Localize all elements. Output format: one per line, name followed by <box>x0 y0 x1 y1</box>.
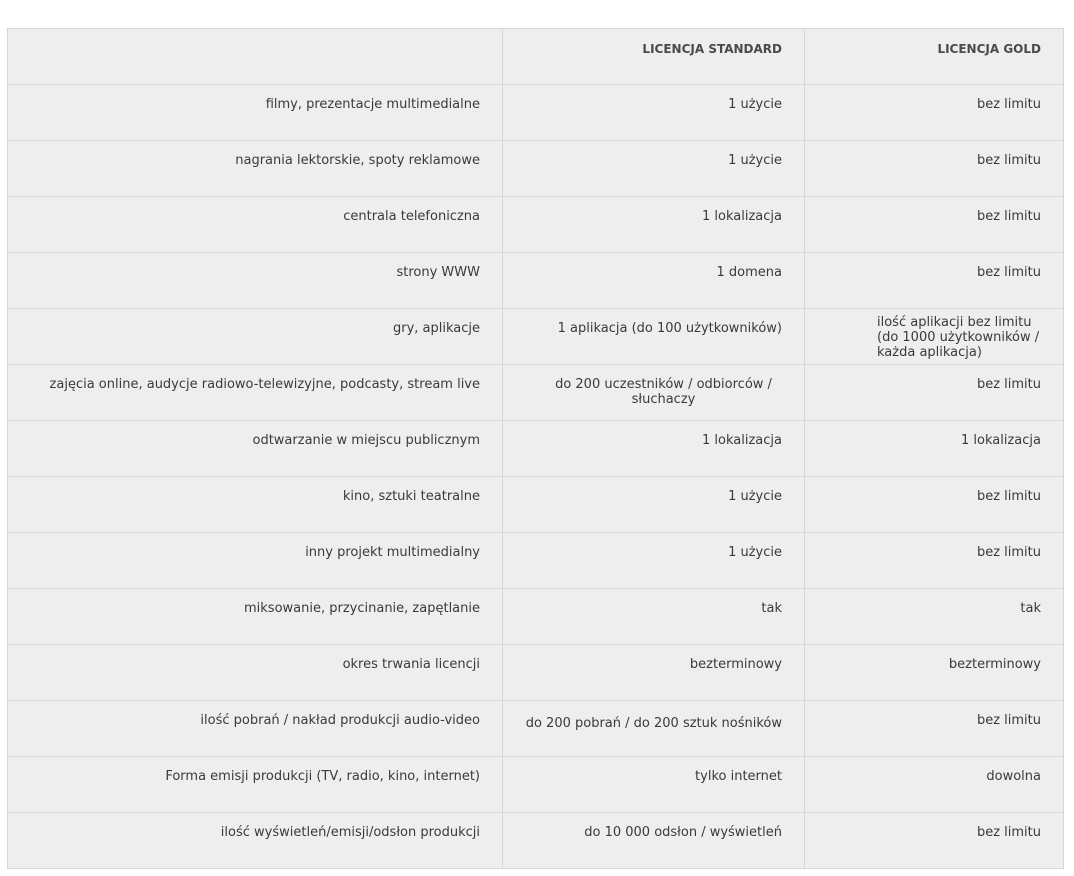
feature-cell: nagrania lektorskie, spoty reklamowe <box>8 141 503 196</box>
standard-cell: tylko internet <box>503 757 805 812</box>
table-row <box>8 197 1064 253</box>
feature-cell: centrala telefoniczna <box>8 197 503 252</box>
table-row <box>8 309 1064 365</box>
feature-cell: miksowanie, przycinanie, zapętlanie <box>8 589 503 644</box>
standard-cell: 1 lokalizacja <box>503 197 805 252</box>
table-row <box>8 85 1064 141</box>
table-header-row <box>8 29 1064 85</box>
gold-cell: bez limitu <box>805 533 1064 588</box>
table-row <box>8 645 1064 701</box>
table-row <box>8 477 1064 533</box>
table-row <box>8 701 1064 757</box>
standard-cell: 1 użycie <box>503 85 805 140</box>
standard-cell: 1 użycie <box>503 477 805 532</box>
feature-cell: inny projekt multimedialny <box>8 533 503 588</box>
gold-cell: bez limitu <box>805 477 1064 532</box>
table-row <box>8 141 1064 197</box>
gold-cell: bez limitu <box>805 85 1064 140</box>
standard-cell: bezterminowy <box>503 645 805 700</box>
standard-cell: 1 użycie <box>503 533 805 588</box>
standard-cell: do 200 uczestników / odbiorców / słuchaczy <box>503 365 805 420</box>
standard-cell: 1 lokalizacja <box>503 421 805 476</box>
gold-cell: bez limitu <box>805 813 1064 868</box>
table-row <box>8 813 1064 869</box>
gold-cell: dowolna <box>805 757 1064 812</box>
gold-cell: bez limitu <box>805 365 1064 420</box>
table-row <box>8 757 1064 813</box>
gold-cell: bez limitu <box>805 141 1064 196</box>
standard-cell: 1 aplikacja (do 100 użytkowników) <box>503 309 805 364</box>
table-row <box>8 421 1064 477</box>
feature-cell: Forma emisji produkcji (TV, radio, kino, internet) <box>8 757 503 812</box>
table-row <box>8 253 1064 309</box>
standard-cell: do 200 pobrań / do 200 sztuk nośników <box>503 701 805 756</box>
feature-cell: ilość wyświetleń/emisji/odsłon produkcji <box>8 813 503 868</box>
feature-cell: zajęcia online, audycje radiowo-telewizyjne, podcasty, stream live <box>8 365 503 420</box>
gold-cell: bezterminowy <box>805 645 1064 700</box>
standard-cell: 1 użycie <box>503 141 805 196</box>
gold-cell: 1 lokalizacja <box>805 421 1064 476</box>
gold-cell: bez limitu <box>805 197 1064 252</box>
header-standard-license: LICENCJA STANDARD <box>503 29 805 84</box>
feature-cell: strony WWW <box>8 253 503 308</box>
gold-cell: tak <box>805 589 1064 644</box>
feature-cell: kino, sztuki teatralne <box>8 477 503 532</box>
header-gold-license: LICENCJA GOLD <box>805 29 1064 84</box>
license-comparison-table <box>7 28 1064 869</box>
feature-cell: ilość pobrań / nakład produkcji audio-video <box>8 701 503 756</box>
gold-cell: bez limitu <box>805 701 1064 756</box>
feature-cell: okres trwania licencji <box>8 645 503 700</box>
feature-cell: odtwarzanie w miejscu publicznym <box>8 421 503 476</box>
table-row <box>8 589 1064 645</box>
table-row <box>8 533 1064 589</box>
standard-cell: tak <box>503 589 805 644</box>
table-row <box>8 365 1064 421</box>
feature-cell: filmy, prezentacje multimedialne <box>8 85 503 140</box>
standard-cell: do 10 000 odsłon / wyświetleń <box>503 813 805 868</box>
standard-cell: 1 domena <box>503 253 805 308</box>
gold-cell: ilość aplikacji bez limitu (do 1000 użytkowników / każda aplikacja) <box>805 309 1064 364</box>
gold-cell: bez limitu <box>805 253 1064 308</box>
feature-cell: gry, aplikacje <box>8 309 503 364</box>
header-feature <box>8 29 503 84</box>
